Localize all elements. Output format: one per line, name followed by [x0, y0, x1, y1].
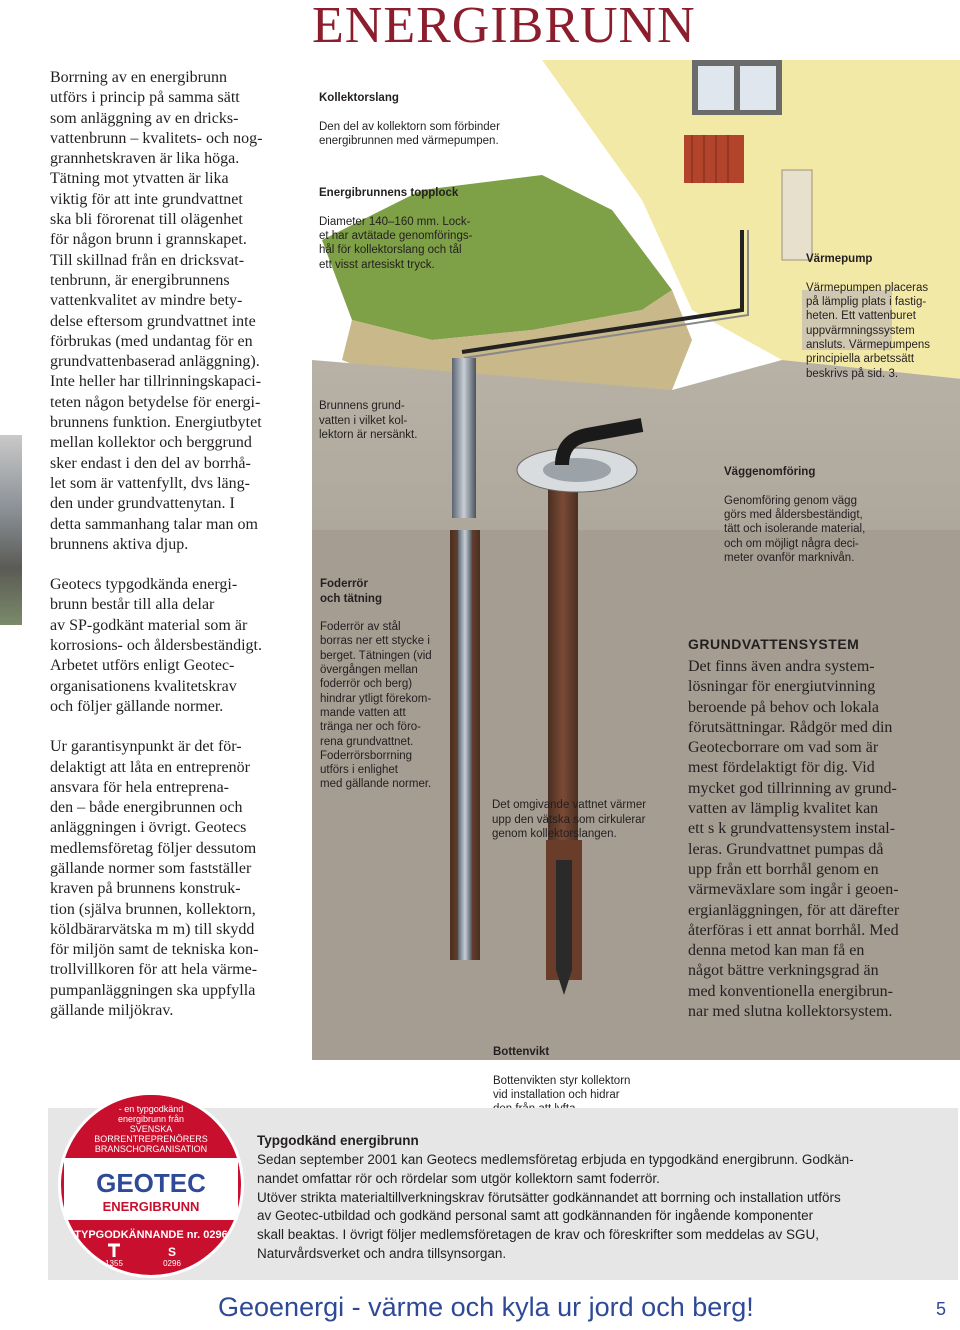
caption-text: Brunnens grund- vatten i vilket kol- lektorn är nersänkt. [319, 400, 418, 441]
caption-title: Kollektorslang [319, 92, 399, 105]
grundvattensystem-body: Det finns även andra system- lösningar för energiutvinning beroende på behov och lokala förutsättningar. Rådgör med din Geotecborrare om vad som är mest fördelaktigt för dig. Vid mycket god tillrinning av grund- vatten av lämplig kvalitet kan ett s k grundvattensystem instal- leras. Grundvattnet pumpas då upp från ett borrhål genom en värmeväxlare som ingår i geoen- ergianläggningen, för att därefter återföras i ett annat borrhål. Med denna metod kan man få en något bättre verkningsgrad än med konventionella energibrun- nar med slutna kollektorsystem. [688, 658, 900, 1021]
caption-title: Energibrunnens topplock [319, 187, 459, 200]
caption-text: Det omgivande vattnet värmer upp den vätska som cirkulerar genom kollektorslangen. [492, 799, 647, 840]
caption-vaggenomforing [724, 451, 894, 565]
caption-title: Bottenvikt [493, 1046, 550, 1059]
info-text: Sedan september 2001 kan Geotecs medlemsföretag erbjuda en typgodkänd energibrunn. Godkän- nandet omfattar rör och rördelar som utgör kollektorn samt foderrör. Utöver strikta materialtillverkningskrav förutsätter godkännandet att borrning och installation utförs av Geotec-utbildad och godkänd personal samt att godkännanden för ingående komponenter skall beaktas. I övrigt följer medlemsföretagen de krav och föreskrifter som meddelas av SGU, Naturvårdsverket och andra tillsynsorgan. [257, 1152, 854, 1261]
intro-paragraph: Borrning av en energibrunn utförs i princip på samma sätt som anläggning av en dricks- vattenbrunn – kvalitets- och nog- grannhetskraven är lika höga. Tätning mot ytvatten är lika viktig för att inte grundvattnet ska bli förorenat till olägenhet för någon brunn i grannskapet. Till skillnad från en dricksvat- tenbrunn, är energibrunnens vattenkvalitet av mindre bety- delse eftersom grundvattnet inte förbrukas (med undantag för en grundvattenbaserad anläggning). Inte heller har tillrinningskapaci- teten någon betydelse för energi- brunnens funktion. Energiutbytet mellan kollektor och berggrund sker endast i den del av borrhå- let som är vattenfyllt, dvs läng- den under grundvattenytan. I detta sammanhang talar man om brunnens aktiva djup. [50, 69, 263, 553]
caption-title: Värmepump [806, 253, 873, 266]
caption-text: Bottenvikten styr kollektorn vid installation och hidrar [493, 1074, 631, 1102]
page-number: 5 [936, 1299, 947, 1319]
collector-hose [458, 530, 472, 960]
badge-line2: energibrunn från [117, 1114, 185, 1124]
badge-line5: BRANSCHORGANISATION [94, 1144, 208, 1154]
footer-slogan: Geoenergi - värme och kyla ur jord och berg! [218, 1292, 754, 1322]
badge-line3: SVENSKA [129, 1124, 173, 1134]
geotec-approval-badge [56, 1090, 246, 1280]
casing-pipe [452, 358, 476, 518]
caption-text: Den del av kollektorn som förbinder energibrunnen med värmepumpen. [319, 120, 500, 148]
caption-title: Foderrör och tätning [320, 578, 382, 605]
badge-brand: GEOTEC [96, 1168, 206, 1198]
caption-foderror [320, 563, 450, 792]
left-column [50, 68, 305, 1041]
caption-text: Foderrör av stål borras ner ett stycke i berget. Tätningen (vid övergången mellan foderrör och berg) hindrar ytligt förekom- mande vatten att tränga ner och föro- rena grundvattnet. Foderrörsborrning utförs i enlighet med gällande normer. [320, 621, 432, 791]
badge-num-left: 1355 [105, 1259, 123, 1268]
badge-line4: BORRENTREPRENÖRERS [94, 1134, 208, 1144]
caption-text: Genomföring genom vägg görs med åldersbeständigt, tätt och isolerande material, och om möjligt några deci- meter ovanför marknivån. [724, 494, 866, 565]
caption-text: Diameter 140–160 mm. Lock- et har avtätade genomförings- hål för kollektorslang och tål ett visst artesiskt tryck. [319, 215, 473, 271]
badge-mark: S [167, 1245, 177, 1259]
caption-bottenvikt [493, 1031, 653, 1117]
caption-grundvatten [319, 385, 439, 442]
badge-line1: - en typgodkänd [118, 1104, 184, 1114]
page-title: ENERGIBRUNN [312, 0, 696, 54]
caption-kollektorslang [319, 77, 539, 148]
bottom-weight [556, 860, 572, 970]
material-paragraph: Geotecs typgodkända energi- brunn består till alla delar av SP-godkänt material som är korrosions- och åldersbeständigt. Arbetet utförs enligt Geotec- organisationens kvalitetskrav och följer gällande normer. [50, 576, 262, 715]
caption-text: Värmepumpen placeras på lämplig plats i fastig- heten. Ett vattenburet uppvärmningssystem ansluts. Värmepumpens principiella arbetssätt beskrivs på sid. 3. [806, 281, 931, 380]
caption-varmepump [806, 238, 956, 381]
grundvattensystem-heading: GRUNDVATTENSYSTEM [688, 636, 860, 652]
badge-approval: TYPGODKÄNNANDE nr. 0296 [74, 1229, 228, 1241]
photo-fragment [0, 435, 22, 625]
caption-topplock [319, 172, 489, 272]
badge-subbrand: ENERGIBRUNN [102, 1199, 200, 1214]
caption-omgivande [492, 784, 672, 841]
caption-title: Väggenomföring [724, 466, 816, 479]
badge-num-right: 0296 [163, 1259, 181, 1268]
info-title: Typgodkänd energibrunn [257, 1133, 419, 1148]
warranty-paragraph: Ur garantisynpunkt är det för- delaktigt att låta en entreprenör ansvara för hela entreprena- den – både energibrunnen och anläggningen i övrigt. Geotecs medlemsföretag följer dessutom gällande normer som fastställer kraven på brunnens konstruk- tion (själva brunnen, kollektorn, köldbärarvätska m m) till skydd för miljön samt de tekniska kon- trollvillkoren för att hela värme- pumpanläggningen ska uppfylla gällande miljökrav. [50, 738, 259, 1020]
